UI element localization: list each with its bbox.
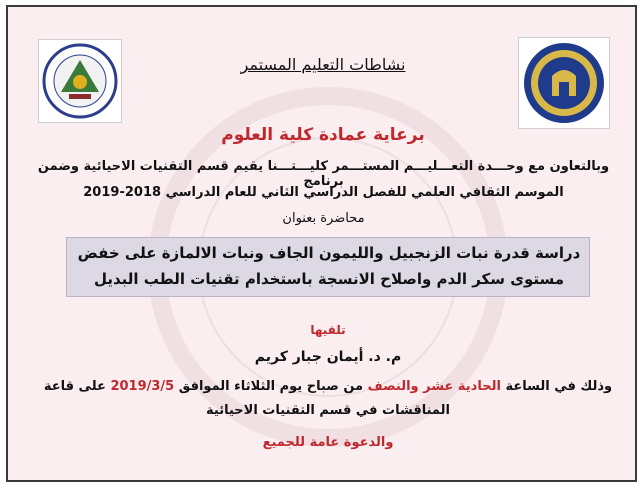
intro-line-3: محاضرة بعنوان — [282, 211, 365, 226]
presenter-name: م. د. أيمان جبار كريم — [254, 349, 402, 365]
schedule-prefix: وذلك في الساعة — [505, 379, 613, 394]
university-logo-icon — [519, 38, 609, 128]
poster — [6, 5, 637, 482]
schedule-hour: الحادية عشر والنصف — [367, 379, 501, 394]
lecture-title-line-2: مستوى سكر الدم واصلاح الانسجة باستخدام تقنيات الطب البديل — [93, 270, 565, 288]
intro-line-1: وبالتعاون مع وحـــدة التعـــليـــم المستـــمر كليـــتـــنا يقيم قسم التقنيات الاحيائية وضمن برنامج — [37, 159, 610, 189]
intro-line-2: الموسم الثقافي العلمي للفصل الدراسي الثاني للعام الدراسي 2018-2019 — [83, 185, 564, 200]
college-logo-icon — [39, 40, 121, 122]
schedule-date: 2019/3/5 — [110, 379, 175, 394]
patronage-line: برعاية عمادة كلية العلوم — [221, 125, 425, 145]
schedule-suffix: على قاعة — [43, 379, 106, 394]
schedule-line-1 — [28, 379, 628, 394]
university-logo — [518, 37, 610, 129]
page-title: نشاطات التعليم المستمر — [240, 55, 406, 74]
schedule-line-2: المناقشات في قسم التقنيات الاحيائية — [206, 403, 450, 418]
lecture-title-box — [66, 237, 590, 297]
schedule-middle: من صباح يوم الثلاثاء الموافق — [178, 379, 364, 394]
lecture-title-line-1: دراسة قدرة نبات الزنجبيل والليمون الجاف ونبات الالمازة على خفض — [77, 244, 581, 262]
college-logo — [38, 39, 122, 123]
invitation-line: والدعوة عامة للجميع — [262, 435, 394, 450]
presenter-label: تلقيها — [310, 323, 346, 337]
